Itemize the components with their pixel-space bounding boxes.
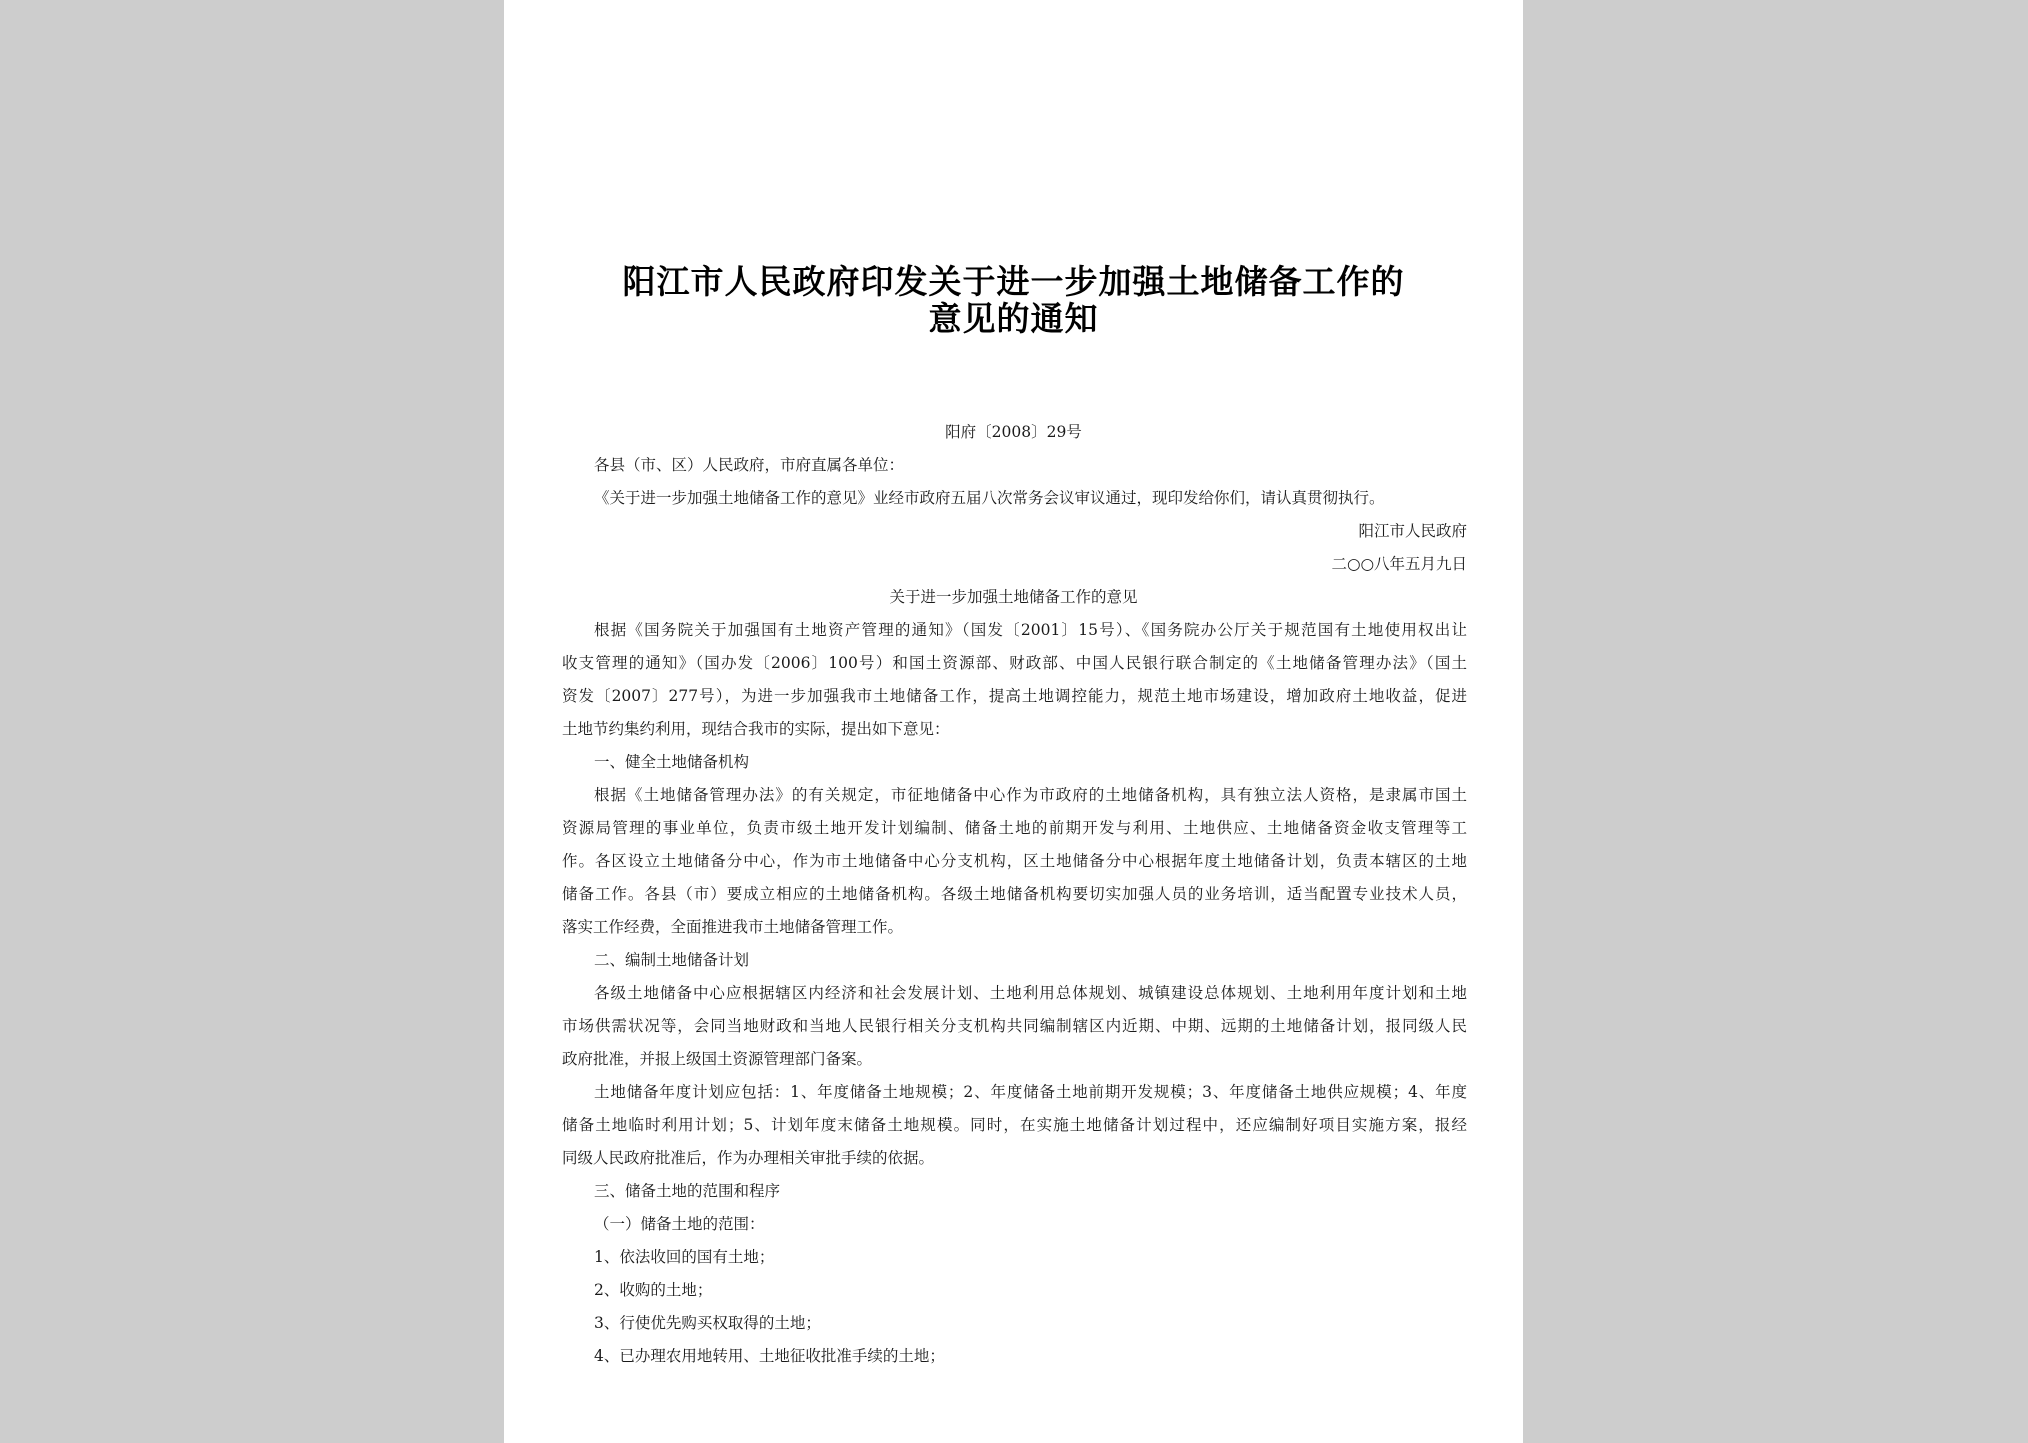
document-title-line-1: 阳江市人民政府印发关于进一步加强土地储备工作的 [622, 262, 1405, 301]
body-line: 同级人民政府批准后，作为办理相关审批手续的依据。 [562, 1149, 935, 1167]
issuer-signature: 阳江市人民政府 [1358, 522, 1467, 540]
body-line: 储备工作。各县（市）要成立相应的土地储备机构。各级土地储备机构要切实加强人员的业务培训，适当配置专业技术人员， [562, 885, 1467, 903]
issue-date: 二○○八年五月九日 [1331, 555, 1467, 573]
body-line: 各级土地储备中心应根据辖区内经济和社会发展计划、土地利用总体规划、城镇建设总体规划、土地利用年度计划和土地 [594, 984, 1467, 1002]
section-heading-2: 二、编制土地储备计划 [594, 951, 750, 969]
body-line: 落实工作经费，全面推进我市土地储备管理工作。 [562, 918, 904, 936]
document-page [504, 0, 1523, 1443]
body-line: 根据《土地储备管理办法》的有关规定，市征地储备中心作为市政府的土地储备机构，具有独立法人资格，是隶属市国土 [594, 786, 1467, 804]
body-line: 土地节约集约利用，现结合我市的实际，提出如下意见： [562, 720, 950, 738]
list-item: 4、已办理农用地转用、土地征收批准手续的土地； [594, 1347, 945, 1365]
body-line: 资源局管理的事业单位，负责市级土地开发计划编制、储备土地的前期开发与利用、土地供应、土地储备资金收支管理等工 [562, 819, 1467, 837]
body-line: 收支管理的通知》（国办发〔2006〕100号）和国土资源部、财政部、中国人民银行联合制定的《土地储备管理办法》（国土 [562, 654, 1467, 672]
document-number: 阳府〔2008〕29号 [945, 423, 1082, 441]
section-heading-3: 三、储备土地的范围和程序 [594, 1182, 781, 1200]
body-line: 政府批准，并报上级国土资源管理部门备案。 [562, 1050, 873, 1068]
body-line: 市场供需状况等，会同当地财政和当地人民银行相关分支机构共同编制辖区内近期、中期、远期的土地储备计划，报同级人民 [562, 1017, 1467, 1035]
body-line: 储备土地临时利用计划；5、计划年度末储备土地规模。同时，在实施土地储备计划过程中，还应编制好项目实施方案，报经 [562, 1116, 1467, 1134]
addressee: 各县（市、区）人民政府，市府直属各单位： [594, 456, 905, 474]
body-line: 资发〔2007〕277号），为进一步加强我市土地储备工作，提高土地调控能力，规范土地市场建设，增加政府土地收益，促进 [562, 687, 1467, 705]
list-item: 1、依法收回的国有土地； [594, 1248, 775, 1266]
body-line: 土地储备年度计划应包括：1、年度储备土地规模；2、年度储备土地前期开发规模；3、年度储备土地供应规模；4、年度 [594, 1083, 1467, 1101]
section-heading-1: 一、健全土地储备机构 [594, 753, 750, 771]
opinion-subtitle: 关于进一步加强土地储备工作的意见 [889, 588, 1138, 606]
intro-paragraph: 《关于进一步加强土地储备工作的意见》业经市政府五届八次常务会议审议通过，现印发给你们，请认真贯彻执行。 [594, 489, 1385, 507]
subsection-heading: （一）储备土地的范围： [594, 1215, 765, 1233]
body-line: 作。各区设立土地储备分中心，作为市土地储备中心分支机构，区土地储备分中心根据年度土地储备计划，负责本辖区的土地 [562, 852, 1467, 870]
body-line: 根据《国务院关于加强国有土地资产管理的通知》（国发〔2001〕15号）、《国务院办公厅关于规范国有土地使用权出让 [594, 621, 1467, 639]
list-item: 3、行使优先购买权取得的土地； [594, 1314, 821, 1332]
document-title-line-2: 意见的通知 [928, 299, 1099, 338]
list-item: 2、收购的土地； [594, 1281, 713, 1299]
